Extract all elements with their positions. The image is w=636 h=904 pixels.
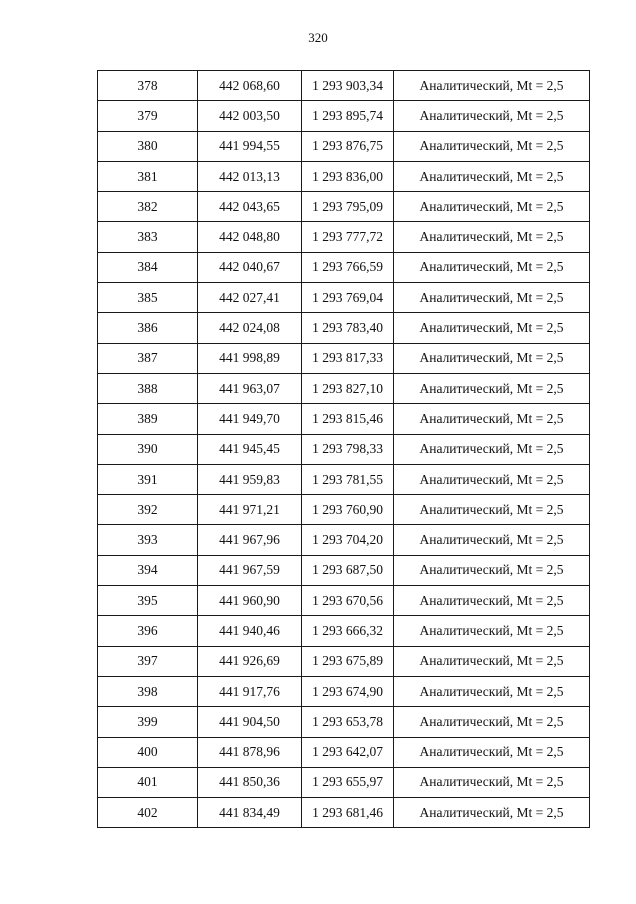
x-coordinate-cell: 441 963,07 [198, 373, 302, 403]
y-coordinate-cell: 1 293 704,20 [302, 525, 394, 555]
point-number-cell: 391 [98, 464, 198, 494]
point-number-cell: 390 [98, 434, 198, 464]
y-coordinate-cell: 1 293 827,10 [302, 373, 394, 403]
method-cell: Аналитический, Mt = 2,5 [394, 373, 590, 403]
x-coordinate-cell: 441 967,96 [198, 525, 302, 555]
point-number-cell: 389 [98, 404, 198, 434]
method-cell: Аналитический, Mt = 2,5 [394, 71, 590, 101]
table-row [98, 616, 590, 646]
point-number-cell: 401 [98, 767, 198, 797]
x-coordinate-cell: 441 834,49 [198, 798, 302, 828]
method-cell: Аналитический, Mt = 2,5 [394, 404, 590, 434]
x-coordinate-cell: 441 850,36 [198, 767, 302, 797]
x-coordinate-cell: 442 040,67 [198, 252, 302, 282]
method-cell: Аналитический, Mt = 2,5 [394, 525, 590, 555]
table-row [98, 586, 590, 616]
coordinates-table-body [98, 71, 590, 828]
y-coordinate-cell: 1 293 895,74 [302, 101, 394, 131]
method-cell: Аналитический, Mt = 2,5 [394, 222, 590, 252]
y-coordinate-cell: 1 293 670,56 [302, 586, 394, 616]
point-number-cell: 380 [98, 131, 198, 161]
table-row [98, 434, 590, 464]
table-row [98, 798, 590, 828]
table-row [98, 192, 590, 222]
x-coordinate-cell: 441 949,70 [198, 404, 302, 434]
method-cell: Аналитический, Mt = 2,5 [394, 131, 590, 161]
table-row [98, 676, 590, 706]
table-row [98, 737, 590, 767]
y-coordinate-cell: 1 293 783,40 [302, 313, 394, 343]
point-number-cell: 397 [98, 646, 198, 676]
x-coordinate-cell: 441 994,55 [198, 131, 302, 161]
point-number-cell: 385 [98, 283, 198, 313]
table-row [98, 222, 590, 252]
x-coordinate-cell: 441 926,69 [198, 646, 302, 676]
point-number-cell: 392 [98, 495, 198, 525]
y-coordinate-cell: 1 293 903,34 [302, 71, 394, 101]
y-coordinate-cell: 1 293 681,46 [302, 798, 394, 828]
x-coordinate-cell: 441 940,46 [198, 616, 302, 646]
method-cell: Аналитический, Mt = 2,5 [394, 192, 590, 222]
table-row [98, 464, 590, 494]
y-coordinate-cell: 1 293 817,33 [302, 343, 394, 373]
point-number-cell: 398 [98, 676, 198, 706]
y-coordinate-cell: 1 293 760,90 [302, 495, 394, 525]
method-cell: Аналитический, Mt = 2,5 [394, 434, 590, 464]
y-coordinate-cell: 1 293 674,90 [302, 676, 394, 706]
table-row [98, 646, 590, 676]
y-coordinate-cell: 1 293 655,97 [302, 767, 394, 797]
x-coordinate-cell: 442 013,13 [198, 161, 302, 191]
y-coordinate-cell: 1 293 642,07 [302, 737, 394, 767]
table-row [98, 101, 590, 131]
point-number-cell: 379 [98, 101, 198, 131]
method-cell: Аналитический, Mt = 2,5 [394, 495, 590, 525]
point-number-cell: 387 [98, 343, 198, 373]
y-coordinate-cell: 1 293 815,46 [302, 404, 394, 434]
point-number-cell: 383 [98, 222, 198, 252]
method-cell: Аналитический, Mt = 2,5 [394, 313, 590, 343]
table-row [98, 343, 590, 373]
point-number-cell: 378 [98, 71, 198, 101]
method-cell: Аналитический, Mt = 2,5 [394, 798, 590, 828]
point-number-cell: 402 [98, 798, 198, 828]
table-row [98, 313, 590, 343]
method-cell: Аналитический, Mt = 2,5 [394, 767, 590, 797]
point-number-cell: 386 [98, 313, 198, 343]
x-coordinate-cell: 442 024,08 [198, 313, 302, 343]
y-coordinate-cell: 1 293 781,55 [302, 464, 394, 494]
method-cell: Аналитический, Mt = 2,5 [394, 252, 590, 282]
point-number-cell: 395 [98, 586, 198, 616]
method-cell: Аналитический, Mt = 2,5 [394, 283, 590, 313]
y-coordinate-cell: 1 293 777,72 [302, 222, 394, 252]
x-coordinate-cell: 441 971,21 [198, 495, 302, 525]
table-row [98, 555, 590, 585]
table-row [98, 495, 590, 525]
point-number-cell: 399 [98, 707, 198, 737]
y-coordinate-cell: 1 293 876,75 [302, 131, 394, 161]
point-number-cell: 396 [98, 616, 198, 646]
x-coordinate-cell: 442 048,80 [198, 222, 302, 252]
method-cell: Аналитический, Mt = 2,5 [394, 343, 590, 373]
x-coordinate-cell: 441 959,83 [198, 464, 302, 494]
method-cell: Аналитический, Mt = 2,5 [394, 101, 590, 131]
table-row [98, 373, 590, 403]
table-row [98, 767, 590, 797]
method-cell: Аналитический, Mt = 2,5 [394, 707, 590, 737]
table-row [98, 404, 590, 434]
x-coordinate-cell: 441 878,96 [198, 737, 302, 767]
method-cell: Аналитический, Mt = 2,5 [394, 616, 590, 646]
x-coordinate-cell: 442 027,41 [198, 283, 302, 313]
coordinates-table [97, 70, 590, 828]
page-number: 320 [308, 30, 328, 45]
point-number-cell: 381 [98, 161, 198, 191]
method-cell: Аналитический, Mt = 2,5 [394, 464, 590, 494]
table-row [98, 131, 590, 161]
table-row [98, 161, 590, 191]
y-coordinate-cell: 1 293 687,50 [302, 555, 394, 585]
table-row [98, 707, 590, 737]
y-coordinate-cell: 1 293 798,33 [302, 434, 394, 464]
method-cell: Аналитический, Mt = 2,5 [394, 676, 590, 706]
y-coordinate-cell: 1 293 769,04 [302, 283, 394, 313]
table-row [98, 525, 590, 555]
y-coordinate-cell: 1 293 795,09 [302, 192, 394, 222]
method-cell: Аналитический, Mt = 2,5 [394, 646, 590, 676]
x-coordinate-cell: 442 043,65 [198, 192, 302, 222]
point-number-cell: 394 [98, 555, 198, 585]
x-coordinate-cell: 441 967,59 [198, 555, 302, 585]
y-coordinate-cell: 1 293 836,00 [302, 161, 394, 191]
x-coordinate-cell: 441 917,76 [198, 676, 302, 706]
method-cell: Аналитический, Mt = 2,5 [394, 586, 590, 616]
table-row [98, 283, 590, 313]
table-row [98, 71, 590, 101]
x-coordinate-cell: 441 904,50 [198, 707, 302, 737]
x-coordinate-cell: 441 960,90 [198, 586, 302, 616]
point-number-cell: 382 [98, 192, 198, 222]
method-cell: Аналитический, Mt = 2,5 [394, 737, 590, 767]
method-cell: Аналитический, Mt = 2,5 [394, 555, 590, 585]
x-coordinate-cell: 441 945,45 [198, 434, 302, 464]
y-coordinate-cell: 1 293 766,59 [302, 252, 394, 282]
y-coordinate-cell: 1 293 675,89 [302, 646, 394, 676]
y-coordinate-cell: 1 293 666,32 [302, 616, 394, 646]
x-coordinate-cell: 441 998,89 [198, 343, 302, 373]
table-row [98, 252, 590, 282]
point-number-cell: 400 [98, 737, 198, 767]
x-coordinate-cell: 442 068,60 [198, 71, 302, 101]
method-cell: Аналитический, Mt = 2,5 [394, 161, 590, 191]
x-coordinate-cell: 442 003,50 [198, 101, 302, 131]
point-number-cell: 393 [98, 525, 198, 555]
point-number-cell: 384 [98, 252, 198, 282]
point-number-cell: 388 [98, 373, 198, 403]
y-coordinate-cell: 1 293 653,78 [302, 707, 394, 737]
